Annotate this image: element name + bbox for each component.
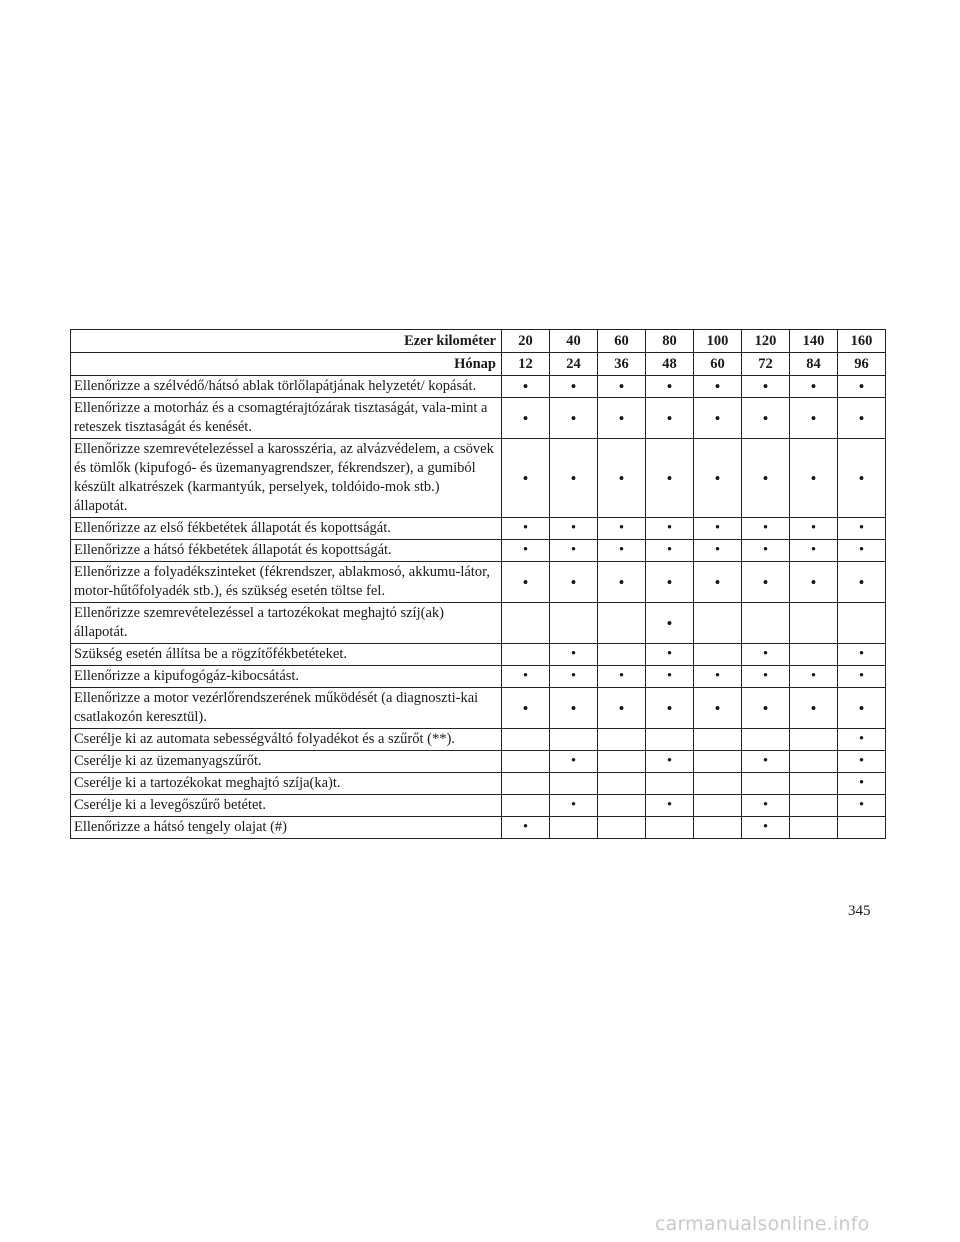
interval-cell: • — [742, 540, 790, 562]
interval-cell: • — [742, 817, 790, 839]
interval-cell — [598, 644, 646, 666]
interval-cell — [502, 729, 550, 751]
task-description: Ellenőrizze a hátsó fékbetétek állapotát és kopottságát. — [71, 540, 502, 562]
interval-cell — [598, 817, 646, 839]
task-description: Cserélje ki az üzemanyagszűrőt. — [71, 751, 502, 773]
interval-cell: • — [694, 376, 742, 398]
interval-cell — [790, 751, 838, 773]
interval-cell: • — [646, 688, 694, 729]
interval-cell: • — [646, 376, 694, 398]
interval-cell: • — [598, 666, 646, 688]
table-row — [71, 518, 886, 540]
interval-cell: • — [838, 398, 886, 439]
interval-cell: • — [742, 688, 790, 729]
interval-cell: • — [694, 666, 742, 688]
task-description: Ellenőrizze a szélvédő/hátsó ablak törlőlapátjának helyzetét/ kopását. — [71, 376, 502, 398]
interval-cell: • — [838, 688, 886, 729]
interval-cell: • — [646, 644, 694, 666]
interval-cell: • — [598, 518, 646, 540]
table-row — [71, 603, 886, 644]
task-description: Ellenőrizze a motorház és a csomagtérajtózárak tisztaságát, vala-mint a reteszek tisztaságát és kenését. — [71, 398, 502, 439]
table-row — [71, 439, 886, 518]
table-row — [71, 540, 886, 562]
interval-cell: • — [598, 376, 646, 398]
interval-cell: • — [598, 562, 646, 603]
interval-cell: • — [838, 795, 886, 817]
interval-cell: • — [550, 795, 598, 817]
interval-cell — [838, 603, 886, 644]
interval-cell: • — [790, 540, 838, 562]
km-value: 100 — [694, 330, 742, 353]
interval-cell — [694, 729, 742, 751]
interval-cell — [790, 773, 838, 795]
interval-cell: • — [646, 562, 694, 603]
interval-cell — [550, 603, 598, 644]
interval-cell: • — [742, 795, 790, 817]
interval-cell: • — [646, 751, 694, 773]
interval-cell — [598, 729, 646, 751]
interval-cell — [550, 817, 598, 839]
task-description: Ellenőrizze szemrevételezéssel a karosszéria, az alvázvédelem, a csövek és tömlők (kipufogó- és üzemanyagrendszer, fékrendszer), a gumiból készült alkatrészek (karmantyúk, perselyek, toldóido-mok stb.) állapotát. — [71, 439, 502, 518]
km-value: 60 — [598, 330, 646, 353]
interval-cell: • — [742, 666, 790, 688]
table-row — [71, 773, 886, 795]
interval-cell: • — [838, 376, 886, 398]
interval-cell: • — [838, 666, 886, 688]
km-value: 40 — [550, 330, 598, 353]
interval-cell: • — [742, 518, 790, 540]
table-row — [71, 398, 886, 439]
task-description: Cserélje ki a tartozékokat meghajtó szíja(ka)t. — [71, 773, 502, 795]
table-row — [71, 376, 886, 398]
interval-cell: • — [502, 398, 550, 439]
table-row — [71, 729, 886, 751]
interval-cell: • — [742, 644, 790, 666]
interval-cell: • — [502, 817, 550, 839]
km-value: 140 — [790, 330, 838, 353]
task-description: Ellenőrizze a kipufogógáz-kibocsátást. — [71, 666, 502, 688]
interval-cell: • — [502, 688, 550, 729]
interval-cell: • — [694, 398, 742, 439]
interval-cell: • — [838, 751, 886, 773]
interval-cell: • — [502, 666, 550, 688]
interval-cell — [502, 644, 550, 666]
month-value: 48 — [646, 353, 694, 376]
task-description: Cserélje ki a levegőszűrő betétet. — [71, 795, 502, 817]
interval-cell — [790, 603, 838, 644]
interval-cell: • — [790, 518, 838, 540]
interval-cell — [550, 773, 598, 795]
interval-cell: • — [838, 773, 886, 795]
task-description: Ellenőrizze a folyadékszinteket (fékrendszer, ablakmosó, akkumu-látor, motor-hűtőfolyadék stb.), és szükség esetén töltse fel. — [71, 562, 502, 603]
interval-cell — [790, 817, 838, 839]
interval-cell: • — [598, 398, 646, 439]
interval-cell: • — [550, 518, 598, 540]
interval-cell — [838, 817, 886, 839]
interval-cell — [550, 729, 598, 751]
task-description: Szükség esetén állítsa be a rögzítőfékbetéteket. — [71, 644, 502, 666]
table-row — [71, 751, 886, 773]
interval-cell — [790, 795, 838, 817]
interval-cell — [502, 751, 550, 773]
interval-cell: • — [502, 376, 550, 398]
interval-cell: • — [550, 376, 598, 398]
interval-cell — [646, 773, 694, 795]
interval-cell: • — [694, 439, 742, 518]
table-row — [71, 666, 886, 688]
interval-cell — [502, 795, 550, 817]
interval-cell — [694, 773, 742, 795]
interval-cell: • — [742, 751, 790, 773]
interval-cell: • — [790, 398, 838, 439]
interval-cell — [502, 603, 550, 644]
interval-cell: • — [502, 540, 550, 562]
interval-cell: • — [694, 540, 742, 562]
interval-cell: • — [646, 795, 694, 817]
header-row-km — [71, 330, 886, 353]
interval-cell: • — [694, 518, 742, 540]
interval-cell — [598, 773, 646, 795]
month-value: 36 — [598, 353, 646, 376]
interval-cell — [790, 644, 838, 666]
interval-cell: • — [742, 562, 790, 603]
table-row — [71, 562, 886, 603]
interval-cell: • — [790, 562, 838, 603]
interval-cell — [694, 603, 742, 644]
interval-cell — [598, 603, 646, 644]
interval-cell: • — [550, 540, 598, 562]
table-row — [71, 795, 886, 817]
task-description: Ellenőrizze a hátsó tengely olajat (#) — [71, 817, 502, 839]
month-value: 96 — [838, 353, 886, 376]
interval-cell — [598, 795, 646, 817]
interval-cell — [694, 751, 742, 773]
interval-cell: • — [598, 540, 646, 562]
month-value: 72 — [742, 353, 790, 376]
interval-cell: • — [790, 666, 838, 688]
interval-cell: • — [838, 439, 886, 518]
month-value: 12 — [502, 353, 550, 376]
month-value: 60 — [694, 353, 742, 376]
interval-cell — [598, 751, 646, 773]
interval-cell: • — [646, 439, 694, 518]
interval-cell: • — [646, 518, 694, 540]
task-description: Ellenőrizze a motor vezérlőrendszerének működését (a diagnoszti-kai csatlakozón keresztül). — [71, 688, 502, 729]
interval-cell: • — [694, 688, 742, 729]
interval-cell: • — [598, 439, 646, 518]
interval-cell — [742, 603, 790, 644]
km-value: 80 — [646, 330, 694, 353]
interval-cell: • — [742, 398, 790, 439]
km-value: 20 — [502, 330, 550, 353]
interval-cell: • — [742, 439, 790, 518]
interval-cell — [502, 773, 550, 795]
interval-cell: • — [790, 688, 838, 729]
km-label: Ezer kilométer — [71, 330, 502, 353]
interval-cell — [646, 817, 694, 839]
interval-cell: • — [550, 751, 598, 773]
interval-cell: • — [838, 644, 886, 666]
interval-cell: • — [646, 398, 694, 439]
maintenance-schedule — [70, 329, 885, 839]
interval-cell: • — [550, 644, 598, 666]
interval-cell — [694, 644, 742, 666]
watermark: carmanualsonline.info — [655, 1213, 870, 1235]
table-row — [71, 644, 886, 666]
interval-cell — [790, 729, 838, 751]
task-description: Cserélje ki az automata sebességváltó folyadékot és a szűrőt (**). — [71, 729, 502, 751]
interval-cell — [694, 795, 742, 817]
month-value: 24 — [550, 353, 598, 376]
interval-cell: • — [646, 603, 694, 644]
interval-cell: • — [646, 666, 694, 688]
interval-cell: • — [502, 439, 550, 518]
interval-cell: • — [742, 376, 790, 398]
interval-cell — [742, 729, 790, 751]
interval-cell: • — [838, 562, 886, 603]
interval-cell: • — [502, 562, 550, 603]
month-value: 84 — [790, 353, 838, 376]
task-description: Ellenőrizze az első fékbetétek állapotát és kopottságát. — [71, 518, 502, 540]
interval-cell: • — [838, 518, 886, 540]
interval-cell: • — [550, 562, 598, 603]
table-row — [71, 688, 886, 729]
interval-cell: • — [550, 666, 598, 688]
interval-cell — [694, 817, 742, 839]
interval-cell: • — [790, 376, 838, 398]
interval-cell: • — [790, 439, 838, 518]
table-row — [71, 817, 886, 839]
page-number: 345 — [848, 903, 871, 919]
km-value: 120 — [742, 330, 790, 353]
interval-cell: • — [598, 688, 646, 729]
interval-cell: • — [646, 540, 694, 562]
interval-cell: • — [838, 729, 886, 751]
maintenance-table — [70, 329, 886, 839]
month-label: Hónap — [71, 353, 502, 376]
km-value: 160 — [838, 330, 886, 353]
interval-cell — [742, 773, 790, 795]
interval-cell: • — [550, 688, 598, 729]
interval-cell: • — [694, 562, 742, 603]
task-description: Ellenőrizze szemrevételezéssel a tartozékokat meghajtó szíj(ak) állapotát. — [71, 603, 502, 644]
interval-cell: • — [550, 439, 598, 518]
interval-cell — [646, 729, 694, 751]
interval-cell: • — [550, 398, 598, 439]
interval-cell: • — [838, 540, 886, 562]
header-row-month — [71, 353, 886, 376]
interval-cell: • — [502, 518, 550, 540]
